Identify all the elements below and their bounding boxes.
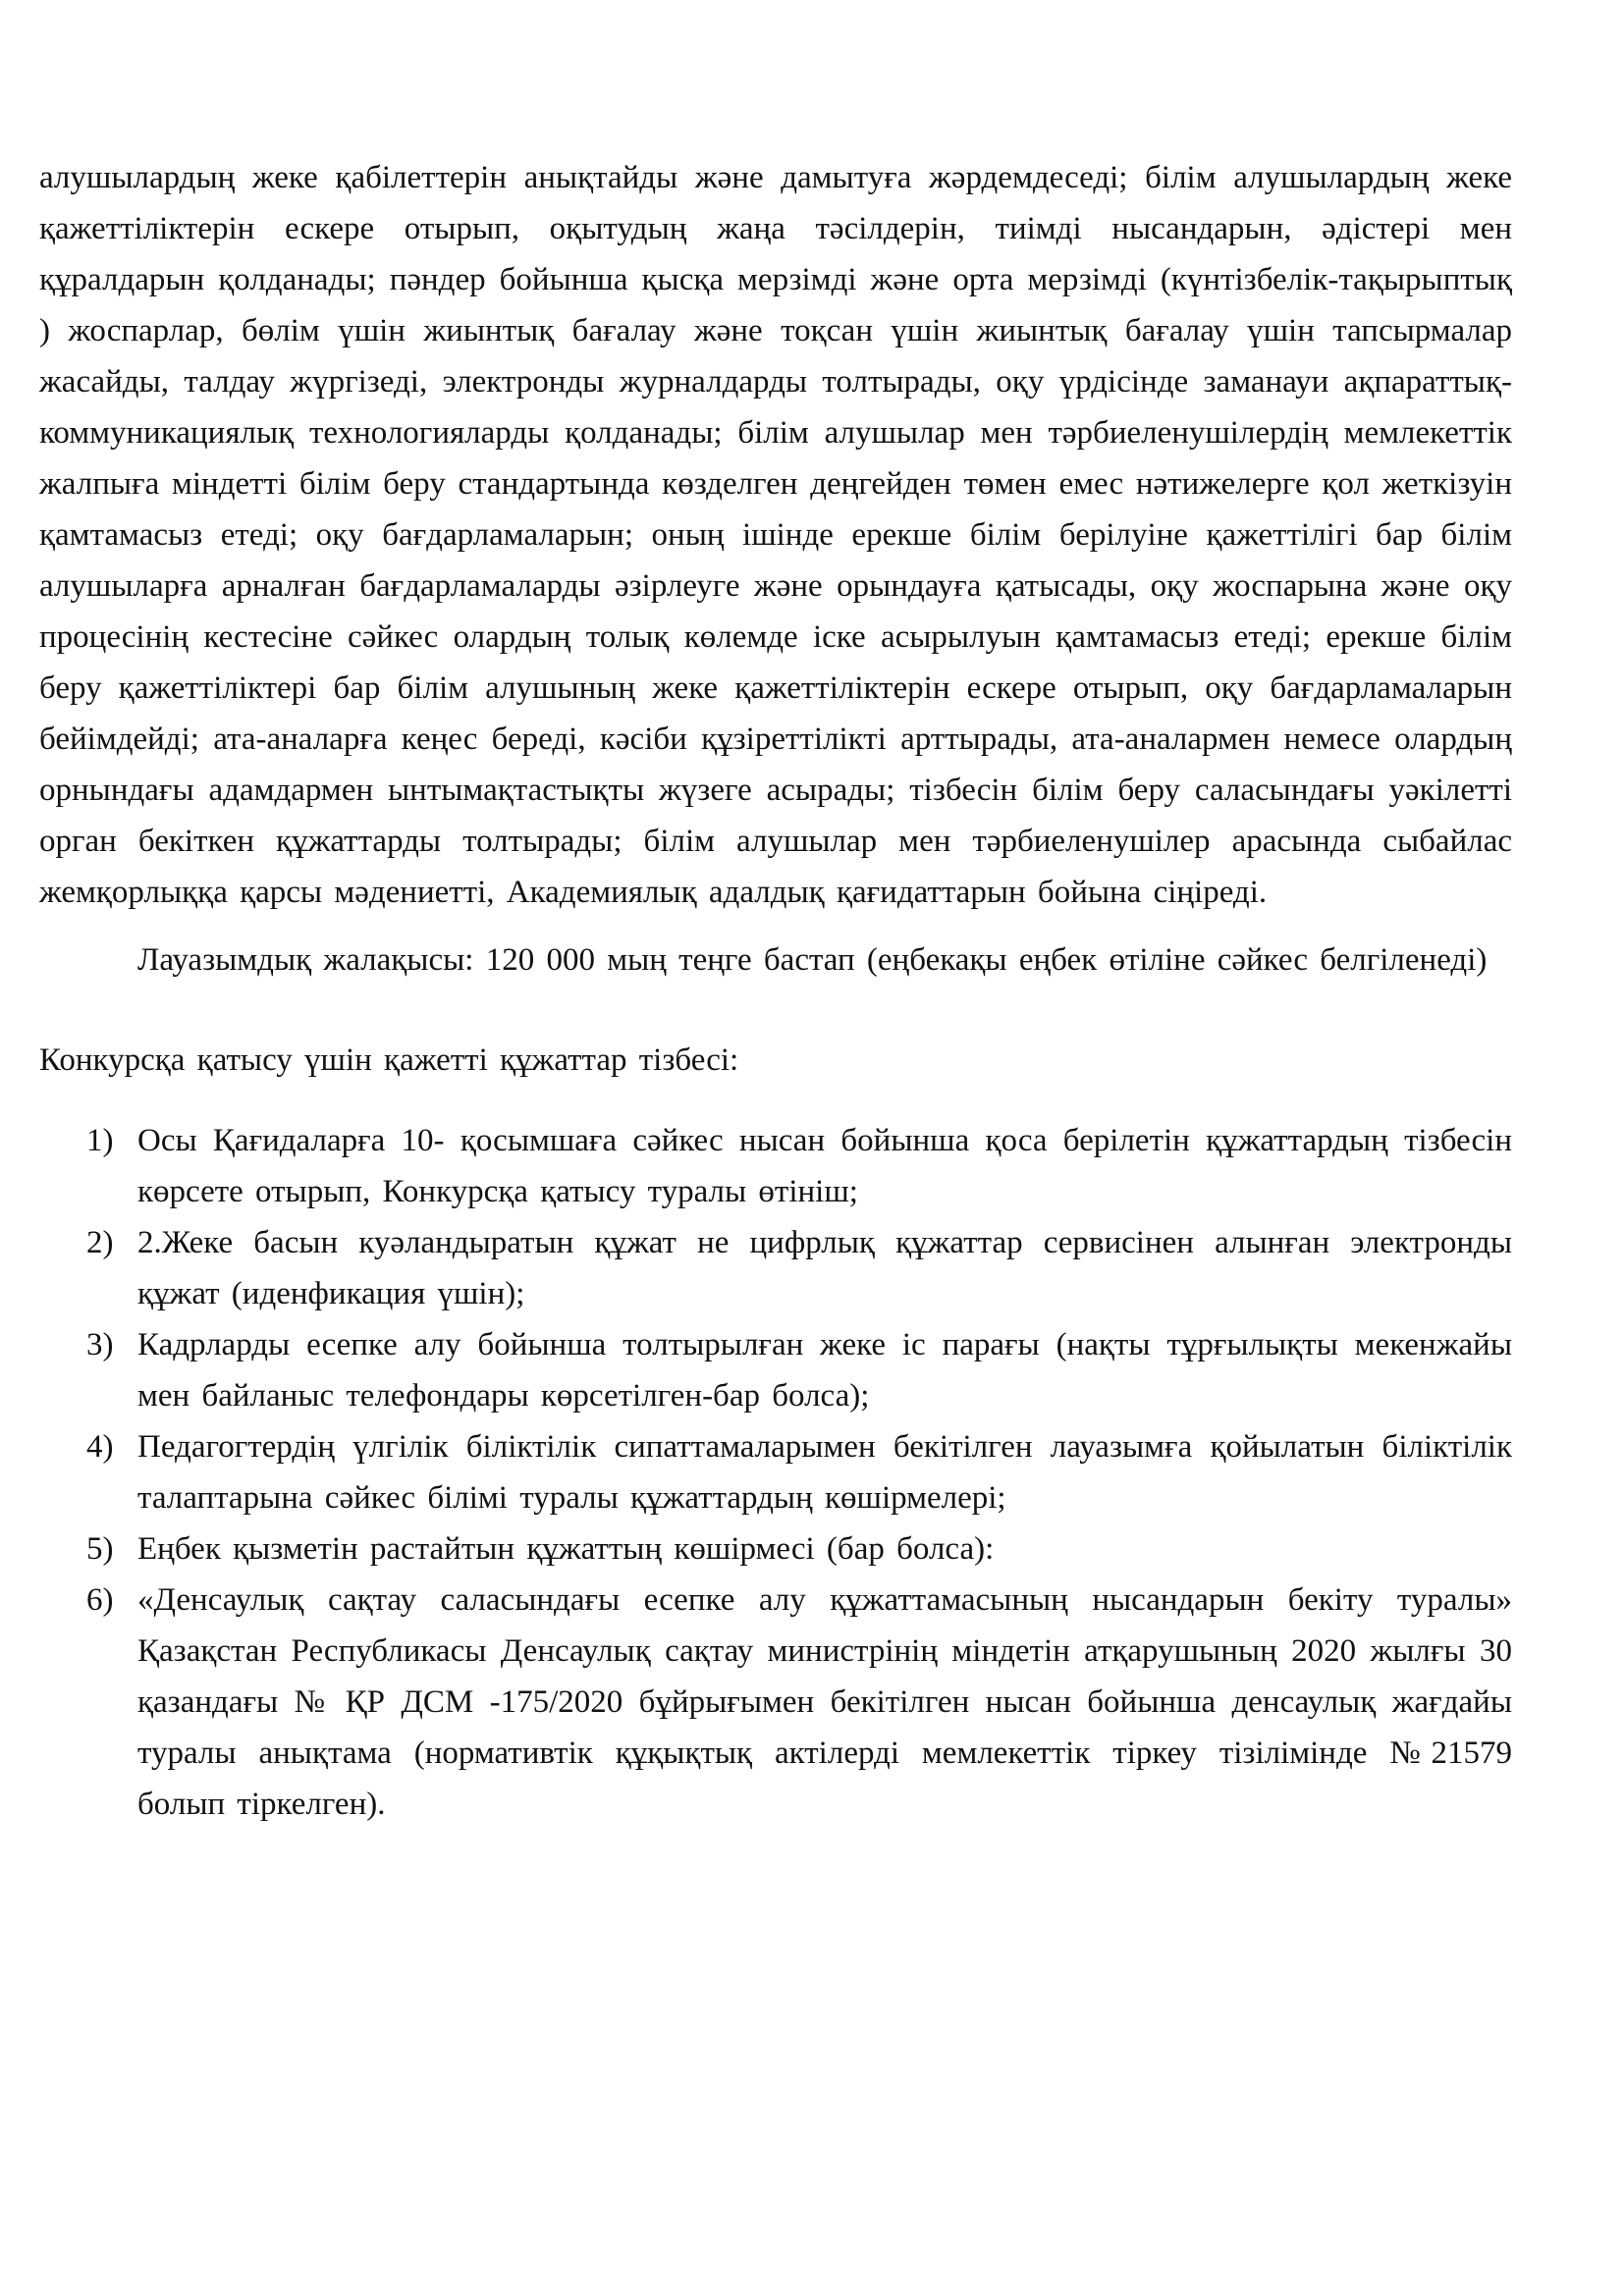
documents-list-item xyxy=(39,1319,1512,1421)
list-item-number: 2) xyxy=(86,1225,114,1260)
list-item-text: Осы Қағидаларға 10- қосымшаға сәйкес нысан бойынша қоса берілетін құжаттардың тізбесін көрсете отырып, Конкурсқа қатысу туралы өтініш; xyxy=(137,1123,1512,1209)
list-item-text: «Денсаулық сақтау саласындағы есепке алу құжаттамасының нысандарын бекіту туралы» Қазақстан Республикасы Денсаулық сақтау министрінің міндетін атқарушының 2020 жылғы 30 қазандағы № ҚР ДСМ -175/2020 бұйрығымен бекітілген нысан бойынша денсаулық жағдайы туралы анықтама (нормативтік құқықтық актілерді мемлекеттік тіркеу тізілімінде №21579 болып тіркелген). xyxy=(137,1582,1512,1822)
list-item-text: 2.Жеке басын куәландыратын құжат не цифрлық құжаттар сервисінен алынған электронды құжат (иденфикация үшін); xyxy=(137,1225,1512,1311)
list-item-text: Педагогтердің үлгілік біліктілік сипаттамаларымен бекітілген лауазымға қойылатын біліктілік талаптарына сәйкес білімі туралы құжаттардың көшірмелері; xyxy=(137,1429,1512,1516)
documents-list-item xyxy=(39,1217,1512,1319)
list-item-number: 5) xyxy=(86,1531,114,1567)
documents-list-title: Конкурсқа қатысу үшін қажетті құжаттар тізбесі: xyxy=(39,1042,739,1078)
duties-paragraph: алушылардың жеке қабілеттерін анықтайды және дамытуға жәрдемдеседі; білім алушылардың жеке қажеттіліктерін ескере отырып, оқытудың жаңа тәсілдерін, тиімді нысандарын, әдістері мен құралдарын қолданады; пәндер бойынша қысқа мерзімді және орта мерзімді (күнтізбелік-тақырыптық ) жоспарлар, бөлім үшін жиынтық бағалау және тоқсан үшін жиынтық бағалау үшін тапсырмалар жасайды, талдау жүргізеді, электронды журналдарды толтырады, оқу үрдісінде заманауи ақпараттық-коммуникациялық технологияларды қолданады; білім алушылар мен тәрбиеленушілердің мемлекеттік жалпыға міндетті білім беру стандартында көзделген деңгейден төмен емес нәтижелерге қол жеткізуін қамтамасыз етеді; оқу бағдарламаларын; оның ішінде ерекше білім берілуіне қажеттілігі бар білім алушыларға арналған бағдарламаларды әзірлеуге және орындауға қатысады, оқу жоспарына және оқу процесінің кестесіне сәйкес олардың толық көлемде іске асырылуын қамтамасыз етеді; ерекше білім беру қажеттіліктері бар білім алушының жеке қажеттіліктерін ескере отырып, оқу бағдарламаларын бейімдейді; ата-аналарға кеңес береді, кәсіби құзіреттілікті арттырады, ата-аналармен немесе олардың орнындағы адамдармен ынтымақтастықты жүзеге асырады; тізбесін білім беру саласындағы уәкілетті орган бекіткен құжаттарды толтырады; білім алушылар мен тәрбиеленушілер арасында сыбайлас жемқорлыққа қарсы мәдениетті, Академиялық адалдық қағидаттарын бойына сіңіреді. xyxy=(39,160,1512,910)
list-item-number: 6) xyxy=(86,1582,114,1618)
list-item-text: Еңбек қызметін растайтын құжаттың көшірмесі (бар болса): xyxy=(137,1531,995,1567)
documents-list-item xyxy=(39,1575,1512,1830)
document-body xyxy=(39,152,1512,1830)
list-item-number: 3) xyxy=(86,1327,114,1362)
documents-list-item xyxy=(39,1115,1512,1217)
list-item-text: Кадрларды есепке алу бойынша толтырылған жеке іс парағы (нақты тұрғылықты мекенжайы мен байланыс телефондары көрсетілген-бар болса); xyxy=(137,1327,1512,1414)
documents-list xyxy=(39,1115,1512,1830)
documents-list-item xyxy=(39,1421,1512,1523)
list-item-number: 4) xyxy=(86,1429,114,1465)
salary-paragraph: Лауазымдық жалақысы: 120 000 мың теңге бастап (еңбекақы еңбек өтіліне сәйкес белгіленеді) xyxy=(137,942,1488,978)
list-item-number: 1) xyxy=(86,1123,114,1158)
documents-list-item xyxy=(39,1523,1512,1575)
